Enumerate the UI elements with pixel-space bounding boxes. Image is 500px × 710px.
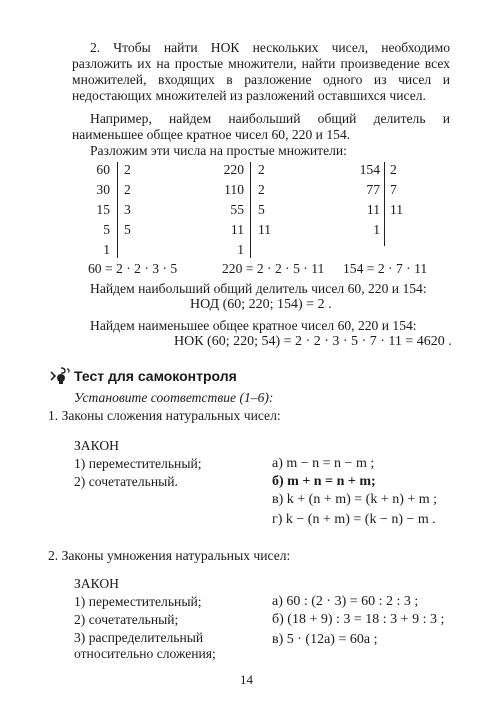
fact-left: 77	[366, 182, 380, 197]
division-line	[384, 162, 385, 246]
instruction: Установите соответствие (1–6):	[74, 390, 274, 405]
q2-option-a: а) 60 : (2 · 3) = 60 : 2 : 3 ;	[272, 594, 419, 609]
q1-option-d: г) k − (n + m) = (k − n) − m .	[272, 512, 436, 527]
fact-right: 2	[124, 162, 131, 177]
fact-left: 5	[103, 222, 110, 237]
fact-left: 154	[359, 162, 380, 177]
q2-law-1: 1) переместительный;	[74, 594, 202, 609]
q1-header: ЗАКОН	[74, 438, 119, 453]
fact-right: 3	[124, 202, 131, 217]
fact-right: 11	[390, 202, 404, 217]
fact-right: 11	[258, 222, 272, 237]
lcm-formula: НОК (60; 220; 54) = 2 · 2 · 3 · 5 · 7 · 11 = 4620 .	[174, 334, 452, 349]
paragraph-factorize: Разложим эти числа на простые множители:	[90, 143, 347, 158]
q1-law-1: 1) переместительный;	[74, 456, 202, 471]
paragraph-lcm-rule: 2. Чтобы найти НОК нескольких чисел, необходимо разложить их на простые множители, найти произведение всех множителей, входящих в разложение одного из чисел и недостающих множителей из разложений оставшихся чисел.	[72, 40, 450, 103]
fact-result: 60 = 2 · 2 · 3 · 5	[88, 261, 178, 276]
q1-option-b: б) m + n = n + m;	[272, 474, 376, 489]
fact-right: 7	[390, 182, 397, 197]
page-number: 14	[240, 672, 253, 687]
lcm-text: Найдем наименьшее общее кратное чисел 60, 220 и 154:	[90, 318, 417, 333]
fact-result: 220 = 2 · 2 · 5 · 11	[222, 261, 325, 276]
test-title: Тест для самоконтроля	[74, 368, 237, 384]
fact-right: 5	[124, 222, 131, 237]
gcd-text: Найдем наибольший общий делитель чисел 60, 220 и 154:	[90, 281, 427, 296]
fact-left: 220	[223, 162, 244, 177]
fact-right: 5	[258, 202, 265, 217]
brain-icon	[48, 366, 70, 386]
gcd-formula: НОД (60; 220; 154) = 2 .	[190, 297, 332, 312]
q2-law-3-cont: относительно сложения;	[74, 646, 216, 661]
fact-right: 2	[258, 182, 265, 197]
fact-left: 1	[103, 242, 110, 257]
fact-left: 11	[230, 222, 244, 237]
fact-left: 1	[373, 222, 380, 237]
division-line	[250, 162, 251, 258]
q1-title: 1. Законы сложения натуральных чисел:	[48, 408, 281, 423]
q1-option-a: а) m − n = n − m ;	[272, 456, 375, 471]
fact-left: 60	[96, 162, 110, 177]
q2-law-3: 3) распределительный	[74, 630, 204, 645]
q2-law-2: 2) сочетательный;	[74, 612, 179, 627]
fact-right: 2	[124, 182, 131, 197]
fact-result: 154 = 2 · 7 · 11	[343, 261, 428, 276]
q2-option-b: б) (18 + 9) : 3 = 18 : 3 + 9 : 3 ;	[272, 612, 445, 627]
fact-left: 110	[224, 182, 244, 197]
fact-left: 15	[96, 202, 110, 217]
q2-title: 2. Законы умножения натуральных чисел:	[48, 548, 291, 563]
fact-left: 1	[237, 242, 244, 257]
q1-option-c: в) k + (n + m) = (k + n) + m ;	[272, 492, 438, 507]
paragraph-example: Например, найдем наибольший общий делитель и наименьшее общее кратное чисел 60, 220 и 154.	[72, 111, 450, 142]
fact-left: 30	[96, 182, 110, 197]
fact-left: 11	[366, 202, 380, 217]
fact-right: 2	[390, 162, 397, 177]
fact-right: 2	[258, 162, 265, 177]
q1-law-2: 2) сочетательный.	[74, 474, 178, 489]
q2-header: ЗАКОН	[74, 576, 119, 591]
division-line	[117, 162, 118, 258]
fact-left: 55	[230, 202, 244, 217]
q2-option-c: в) 5 · (12a) = 60a ;	[272, 632, 378, 647]
